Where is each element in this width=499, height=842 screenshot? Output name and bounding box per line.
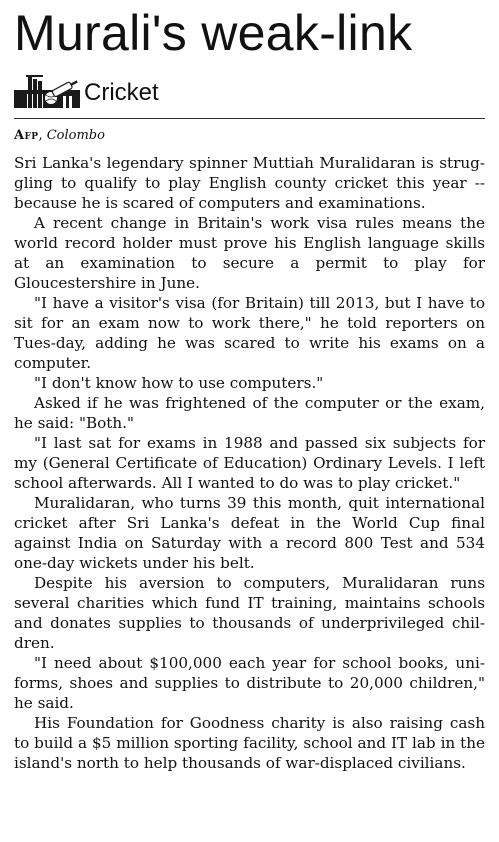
divider	[14, 118, 485, 119]
section-label: Cricket	[84, 79, 159, 106]
paragraph: "I need about $100,000 each year for school books, uni-forms, shoes and supplies to distribute to 20,000 children," he said.	[14, 654, 485, 712]
byline-agency: Afp	[14, 128, 39, 143]
article-body	[14, 153, 485, 773]
paragraph: Despite his aversion to computers, Muralidaran runs several charities which fund IT training, maintains schools and donates supplies to thousands of underprivileged chil-dren.	[14, 574, 485, 652]
byline: Afp, Colombo	[14, 128, 105, 143]
paragraph: Sri Lanka's legendary spinner Muttiah Muralidaran is strug-gling to qualify to play English county cricket this year -- because he is scared of computers and examinations.	[14, 154, 485, 212]
article	[0, 6, 499, 842]
paragraph: Asked if he was frightened of the computer or the exam, he said: "Both."	[14, 394, 485, 432]
paragraph: Muralidaran, who turns 39 this month, quit international cricket after Sri Lanka's defeat in the World Cup final against India on Saturday with a record 800 Test and 534 one-day wickets under his belt.	[14, 494, 485, 572]
paragraph: "I have a visitor's visa (for Britain) till 2013, but I have to sit for an exam now to work there," he told reporters on Tues-day, adding he was scared to write his exams on a computer.	[14, 294, 485, 372]
paragraph: "I don't know how to use computers."	[34, 374, 324, 392]
byline-city: Colombo	[46, 128, 105, 143]
paragraph: A recent change in Britain's work visa rules means the world record holder must prove his English language skills at an examination to secure a permit to play for Gloucestershire in June.	[14, 214, 485, 292]
section-header	[14, 68, 485, 108]
cricket-bat-ball-stumps-icon	[14, 68, 80, 108]
headline: Murali's weak-link	[14, 5, 413, 61]
paragraph: His Foundation for Goodness charity is also raising cash to build a $5 million sporting facility, school and IT lab in the island's north to help thousands of war-displaced civilians.	[14, 714, 485, 772]
paragraph: "I last sat for exams in 1988 and passed six subjects for my (General Certificate of Education) Ordinary Levels. I left school afterwards. All I wanted to do was to play cricket."	[14, 434, 485, 492]
